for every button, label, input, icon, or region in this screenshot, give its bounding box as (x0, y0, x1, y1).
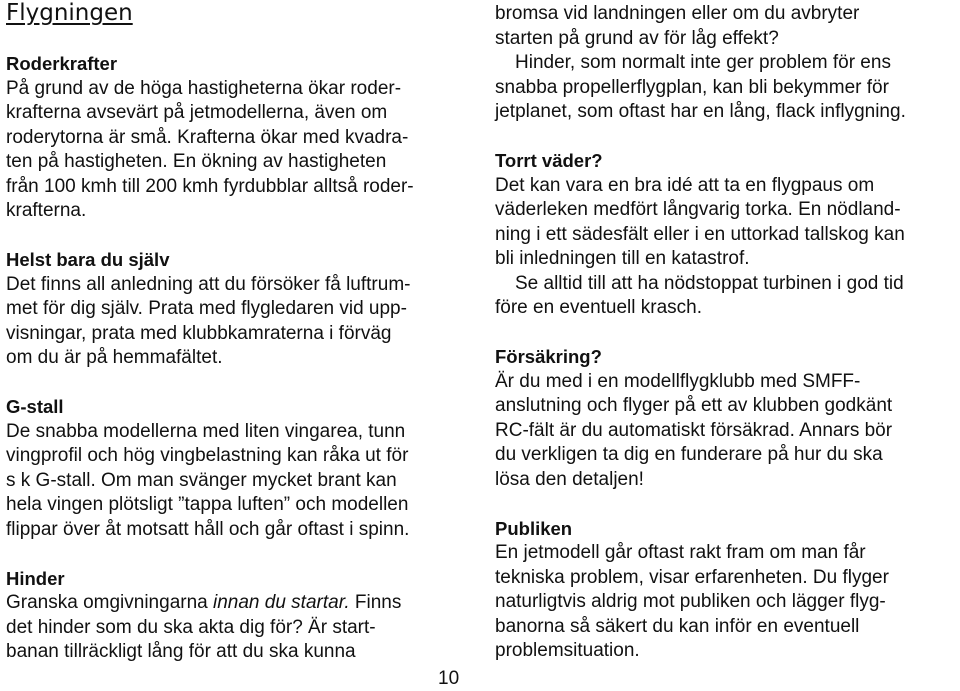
section-heading: Roderkrafter (6, 53, 118, 74)
body-line: du verkligen ta dig en funderare på hur du ska (495, 444, 883, 465)
section-forsakring (495, 345, 960, 492)
body-line: tekniska problem, visar erfarenheten. Du flyger (495, 566, 889, 588)
body-line: anslutning och flyger på ett av klubben godkänt (495, 395, 893, 416)
body-line: De snabba modellerna med liten vingarea, tunn (6, 420, 406, 442)
body-line: ning i ett sädesfält eller i en uttorkad tallskog kan (495, 223, 905, 245)
section-heading: Försäkring? (495, 346, 602, 367)
body-line: före en eventuell krasch. (495, 297, 703, 318)
body-line: En jetmodell går oftast rakt fram om man får (495, 542, 866, 563)
body-line: flippar över åt motsatt håll och går oftast i spinn. (6, 518, 410, 540)
section-torrt-vader (495, 149, 960, 321)
body-line: roderytorna är små. Krafterna ökar med kvadra- (6, 126, 409, 148)
body-line: Det kan vara en bra idé att ta en flygpaus om (495, 174, 875, 196)
left-column (6, 52, 476, 665)
body-line: bromsa vid landningen eller om du avbryter (495, 3, 860, 24)
section-continuation (495, 2, 960, 125)
body-line: hela vingen plötsligt ”tappa luften” och modellen (6, 494, 409, 515)
section-heading: G-stall (6, 396, 64, 417)
body-line: RC-fält är du automatiskt försäkrad. Annars bör (495, 419, 893, 441)
body-line: met för dig själv. Prata med flygledaren vid upp- (6, 298, 407, 319)
body-line: banorna så säkert du kan inför en eventuell (495, 615, 860, 637)
section-roderkrafter (6, 52, 476, 224)
body-line: naturligtvis aldrig mot publiken och lägger flyg- (495, 591, 886, 612)
right-column (495, 2, 960, 664)
italic-text: innan du startar. (213, 592, 350, 613)
body-line: krafterna. (6, 200, 87, 221)
section-publiken (495, 517, 960, 664)
body-line: Är du med i en modellflygklubb med SMFF- (495, 370, 861, 392)
body-line: från 100 kmh till 200 kmh fyrdubblar alltså roder- (6, 175, 414, 197)
body-line: s k G-stall. Om man svänger mycket brant kan (6, 469, 397, 491)
body-line: problemsituation. (495, 640, 640, 661)
body-line (6, 591, 476, 616)
body-line: det hinder som du ska akta dig för? Är start- (6, 616, 376, 638)
section-helst-bara (6, 248, 476, 371)
section-hinder (6, 567, 476, 665)
page-number: 10 (438, 668, 460, 689)
text-fragment: Finns (349, 592, 402, 613)
page-title: Flygningen (6, 0, 133, 26)
body-line: vingprofil och hög vingbelastning kan råka ut för (6, 445, 409, 466)
body-line: Hinder, som normalt inte ger problem för ens (515, 52, 891, 73)
section-heading: Hinder (6, 567, 65, 589)
body-line: om du är på hemmafältet. (6, 347, 223, 368)
section-heading: Helst bara du själv (6, 249, 170, 270)
body-line: väderleken medfört långvarig torka. En nödland- (495, 199, 901, 220)
body-line: Det finns all anledning att du försöker få luftrum- (6, 273, 411, 295)
body-line: ten på hastigheten. En ökning av hastigheten (6, 151, 387, 172)
body-line: jetplanet, som oftast har en lång, flack inflygning. (495, 101, 906, 122)
body-line: Se alltid till att ha nödstoppat turbinen i god tid (515, 272, 904, 294)
body-line: visningar, prata med klubbkamraterna i förväg (6, 322, 392, 344)
body-line: banan tillräckligt lång för att du ska kunna (6, 641, 356, 662)
section-heading: Publiken (495, 517, 573, 539)
section-heading: Torrt väder? (495, 150, 603, 171)
section-g-stall (6, 395, 476, 542)
body-line: lösa den detaljen! (495, 468, 644, 490)
body-line: På grund av de höga hastigheterna ökar roder- (6, 77, 402, 99)
body-line: krafterna avsevärt på jetmodellerna, även om (6, 102, 388, 123)
body-line: bli inledningen till en katastrof. (495, 248, 750, 269)
body-line: starten på grund av för låg effekt? (495, 27, 779, 49)
text-fragment: Granska omgivningarna (6, 592, 213, 613)
body-line: snabba propellerflygplan, kan bli bekymmer för (495, 76, 889, 98)
